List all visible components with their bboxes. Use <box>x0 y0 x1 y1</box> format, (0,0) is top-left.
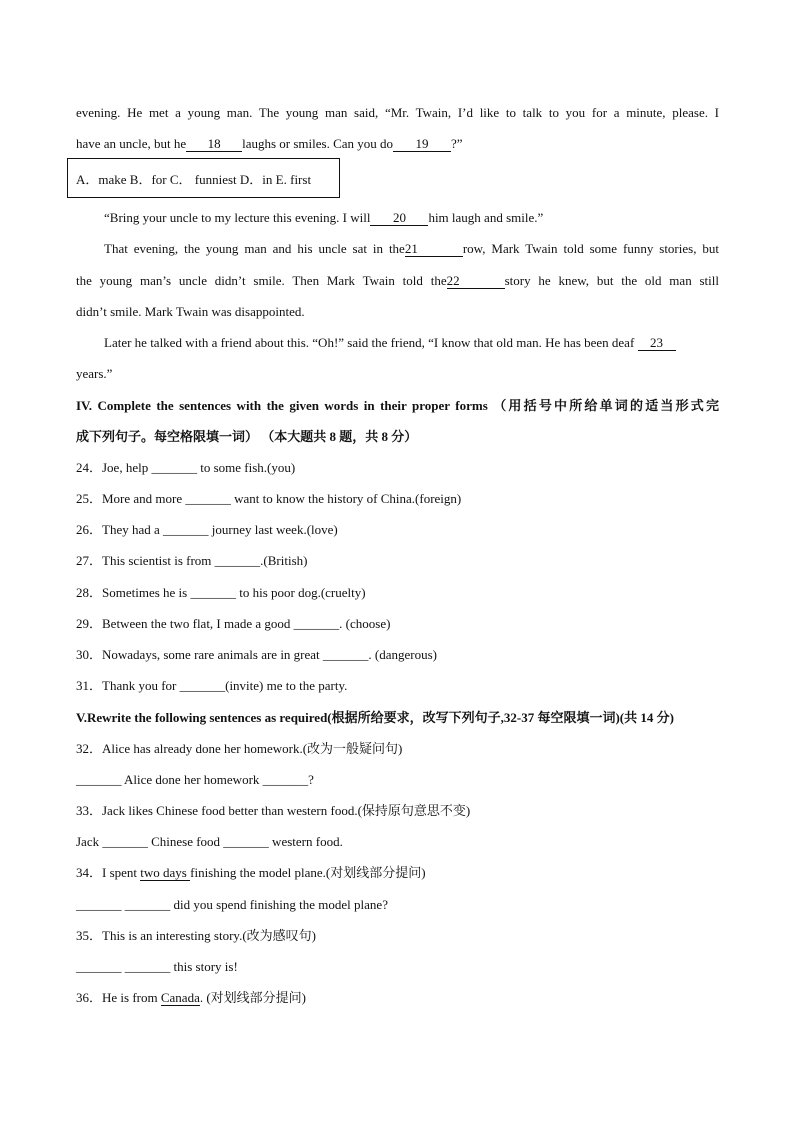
answer-35[interactable]: _______ _______ this story is! <box>76 959 238 974</box>
passage-line <box>76 273 719 289</box>
question-26: 26．They had a _______ journey last week.(love) <box>76 522 338 537</box>
underlined-phrase: Canada <box>160 990 200 1005</box>
question-32: 32．Alice has already done her homework.(改为一般疑问句) <box>76 741 403 756</box>
passage-line: didn’t smile. Mark Twain was disappointed. <box>76 304 305 319</box>
blank-23[interactable]: 23 <box>638 336 676 351</box>
question-24: 24．Joe, help _______ to some fish.(you) <box>76 460 296 475</box>
section-iv-title <box>76 398 719 414</box>
underlined-phrase: two days <box>140 865 191 880</box>
blank-20[interactable]: 20 <box>370 211 428 226</box>
blank-18[interactable]: 18 <box>186 137 242 152</box>
passage-line <box>104 241 719 257</box>
section-iv-score: （本大题共 8 题，共 8 分） <box>261 429 418 444</box>
answer-34[interactable]: _______ _______ did you spend finishing the model plane? <box>76 897 388 912</box>
passage-line <box>76 136 463 152</box>
question-text: 34．I spent <box>76 865 141 880</box>
question-36 <box>76 990 306 1006</box>
section-iv-title-cn: （用括号中所给单词的适当形式完 <box>493 398 719 413</box>
question-28: 28．Sometimes he is _______ to his poor dog.(cruelty) <box>76 585 366 600</box>
passage-text: Later he talked with a friend about this. “Oh!” said the friend, “I know that old man. He has been deaf <box>104 335 635 350</box>
passage-text: laughs or smiles. Can you do <box>242 136 394 151</box>
passage-text: That evening, the young man and his uncle sat in the <box>104 241 405 256</box>
passage-text: him laugh and smile.” <box>428 210 544 225</box>
options-text: A．make B．for C． funniest D．in E. first <box>76 172 312 187</box>
question-30: 30．Nowadays, some rare animals are in great _______. (dangerous) <box>76 647 437 662</box>
section-iv-title-cn: 成下列句子。每空格限填一词） <box>76 429 259 444</box>
question-25: 25．More and more _______ want to know the history of China.(foreign) <box>76 491 462 506</box>
question-text: 36．He is from <box>76 990 161 1005</box>
passage-text: ?” <box>451 136 463 151</box>
blank-21[interactable]: 21 <box>405 242 463 257</box>
question-29: 29．Between the two flat, I made a good _______. (choose) <box>76 616 391 631</box>
question-text: finishing the model plane.(对划线部分提问) <box>190 865 426 880</box>
question-text: . (对划线部分提问) <box>199 990 307 1005</box>
passage-text: story he knew, but the old man still <box>504 273 719 288</box>
passage-text: the young man’s uncle didn’t smile. Then Mark Twain told the <box>76 273 447 288</box>
question-34 <box>76 865 426 881</box>
blank-22[interactable]: 22 <box>447 274 505 289</box>
answer-33[interactable]: Jack _______ Chinese food _______ western food. <box>76 834 343 849</box>
passage-line <box>104 335 676 351</box>
section-iv-title-en: IV. Complete the sentences with the given words in their proper forms <box>76 398 488 413</box>
question-35: 35．This is an interesting story.(改为感叹句) <box>76 928 316 943</box>
passage-text: have an uncle, but he <box>76 136 187 151</box>
passage-line: evening. He met a young man. The young man said, “Mr. Twain, I’d like to talk to you for a minute, please. I <box>76 105 719 120</box>
passage-line <box>104 210 543 226</box>
options-box <box>67 158 340 198</box>
passage-text: row, Mark Twain told some funny stories, but <box>462 241 719 256</box>
question-31: 31．Thank you for _______(invite) me to the party. <box>76 678 348 693</box>
section-iv-title-line2 <box>76 429 417 445</box>
answer-32[interactable]: _______ Alice done her homework _______? <box>76 772 314 787</box>
passage-text: “Bring your uncle to my lecture this evening. I will <box>104 210 371 225</box>
question-27: 27．This scientist is from _______.(British) <box>76 553 308 568</box>
passage-line: years.” <box>76 366 113 381</box>
blank-19[interactable]: 19 <box>393 137 451 152</box>
question-33: 33．Jack likes Chinese food better than western food.(保持原句意思不变) <box>76 803 471 818</box>
section-v-title: V.Rewrite the following sentences as required(根据所给要求，改写下列句子,32-37 每空限填一词)(共 14 分) <box>76 710 674 725</box>
